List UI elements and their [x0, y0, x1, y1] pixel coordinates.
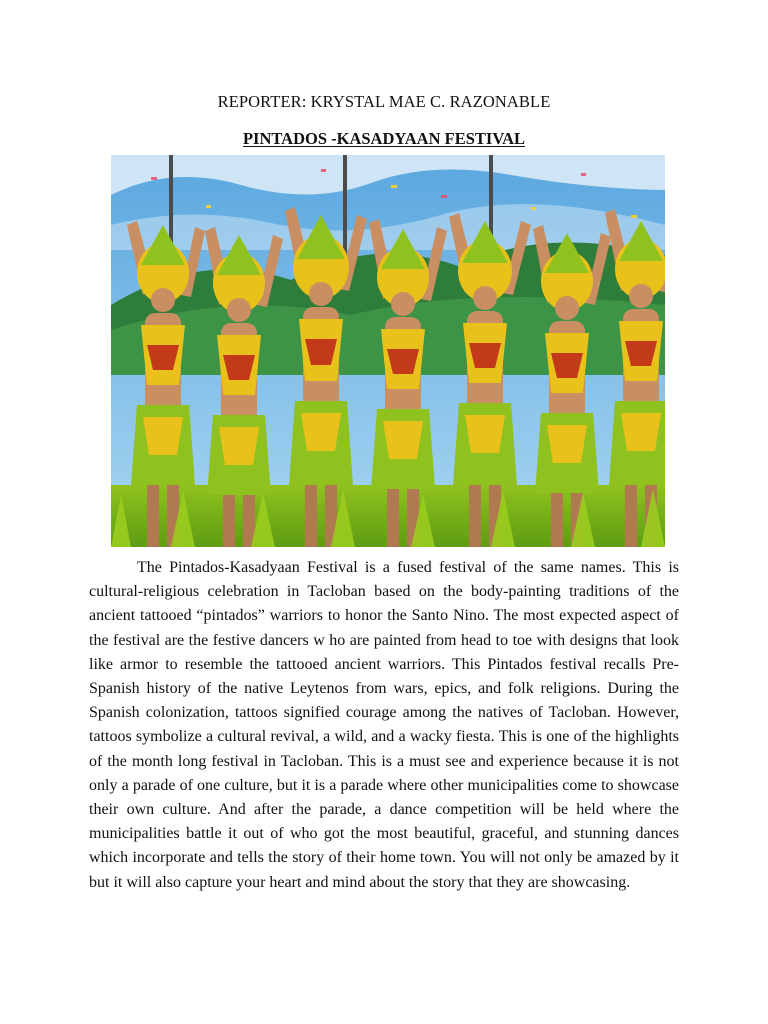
festival-description: The Pintados-Kasadyaan Festival is a fused festival of the same names. This is cultural-religious celebration in Tacloban based on the body-painting traditions of the ancient tattooed “pintados” warriors to honor the Santo Nino. The most expected aspect of the festival are the festive dancers w ho are painted from head to toe with designs that look like armor to resemble the tattooed ancient warriors. This Pintados festival recalls Pre-Spanish history of the native Leytenos from wars, epics, and folk religions. During the Spanish colonization, tattoos signified courage among the natives of Tacloban. However, tattoos symbolize a cultural revival, a wild, and a wacky fiesta. This is one of the highlights of the month long festival in Tacloban. This is a must see and experience because it is not only a parade of one culture, but it is a parade where other municipalities come to showcase their own culture. And after the parade, a dance competition will be held where the municipalities battle it out of who got the most beautiful, graceful, and stunning dances which incorporate and tells the story of their home town. You will not only be amazed by it but it will also capture your heart and mind about the story that they are showcasing.	[89, 559, 679, 891]
festival-photo	[111, 155, 665, 547]
title-text: PINTADOS -KASADYAAN FESTIVAL	[242, 129, 526, 148]
document-title	[0, 129, 768, 149]
reporter-line: REPORTER: KRYSTAL MAE C. RAZONABLE	[217, 92, 551, 111]
